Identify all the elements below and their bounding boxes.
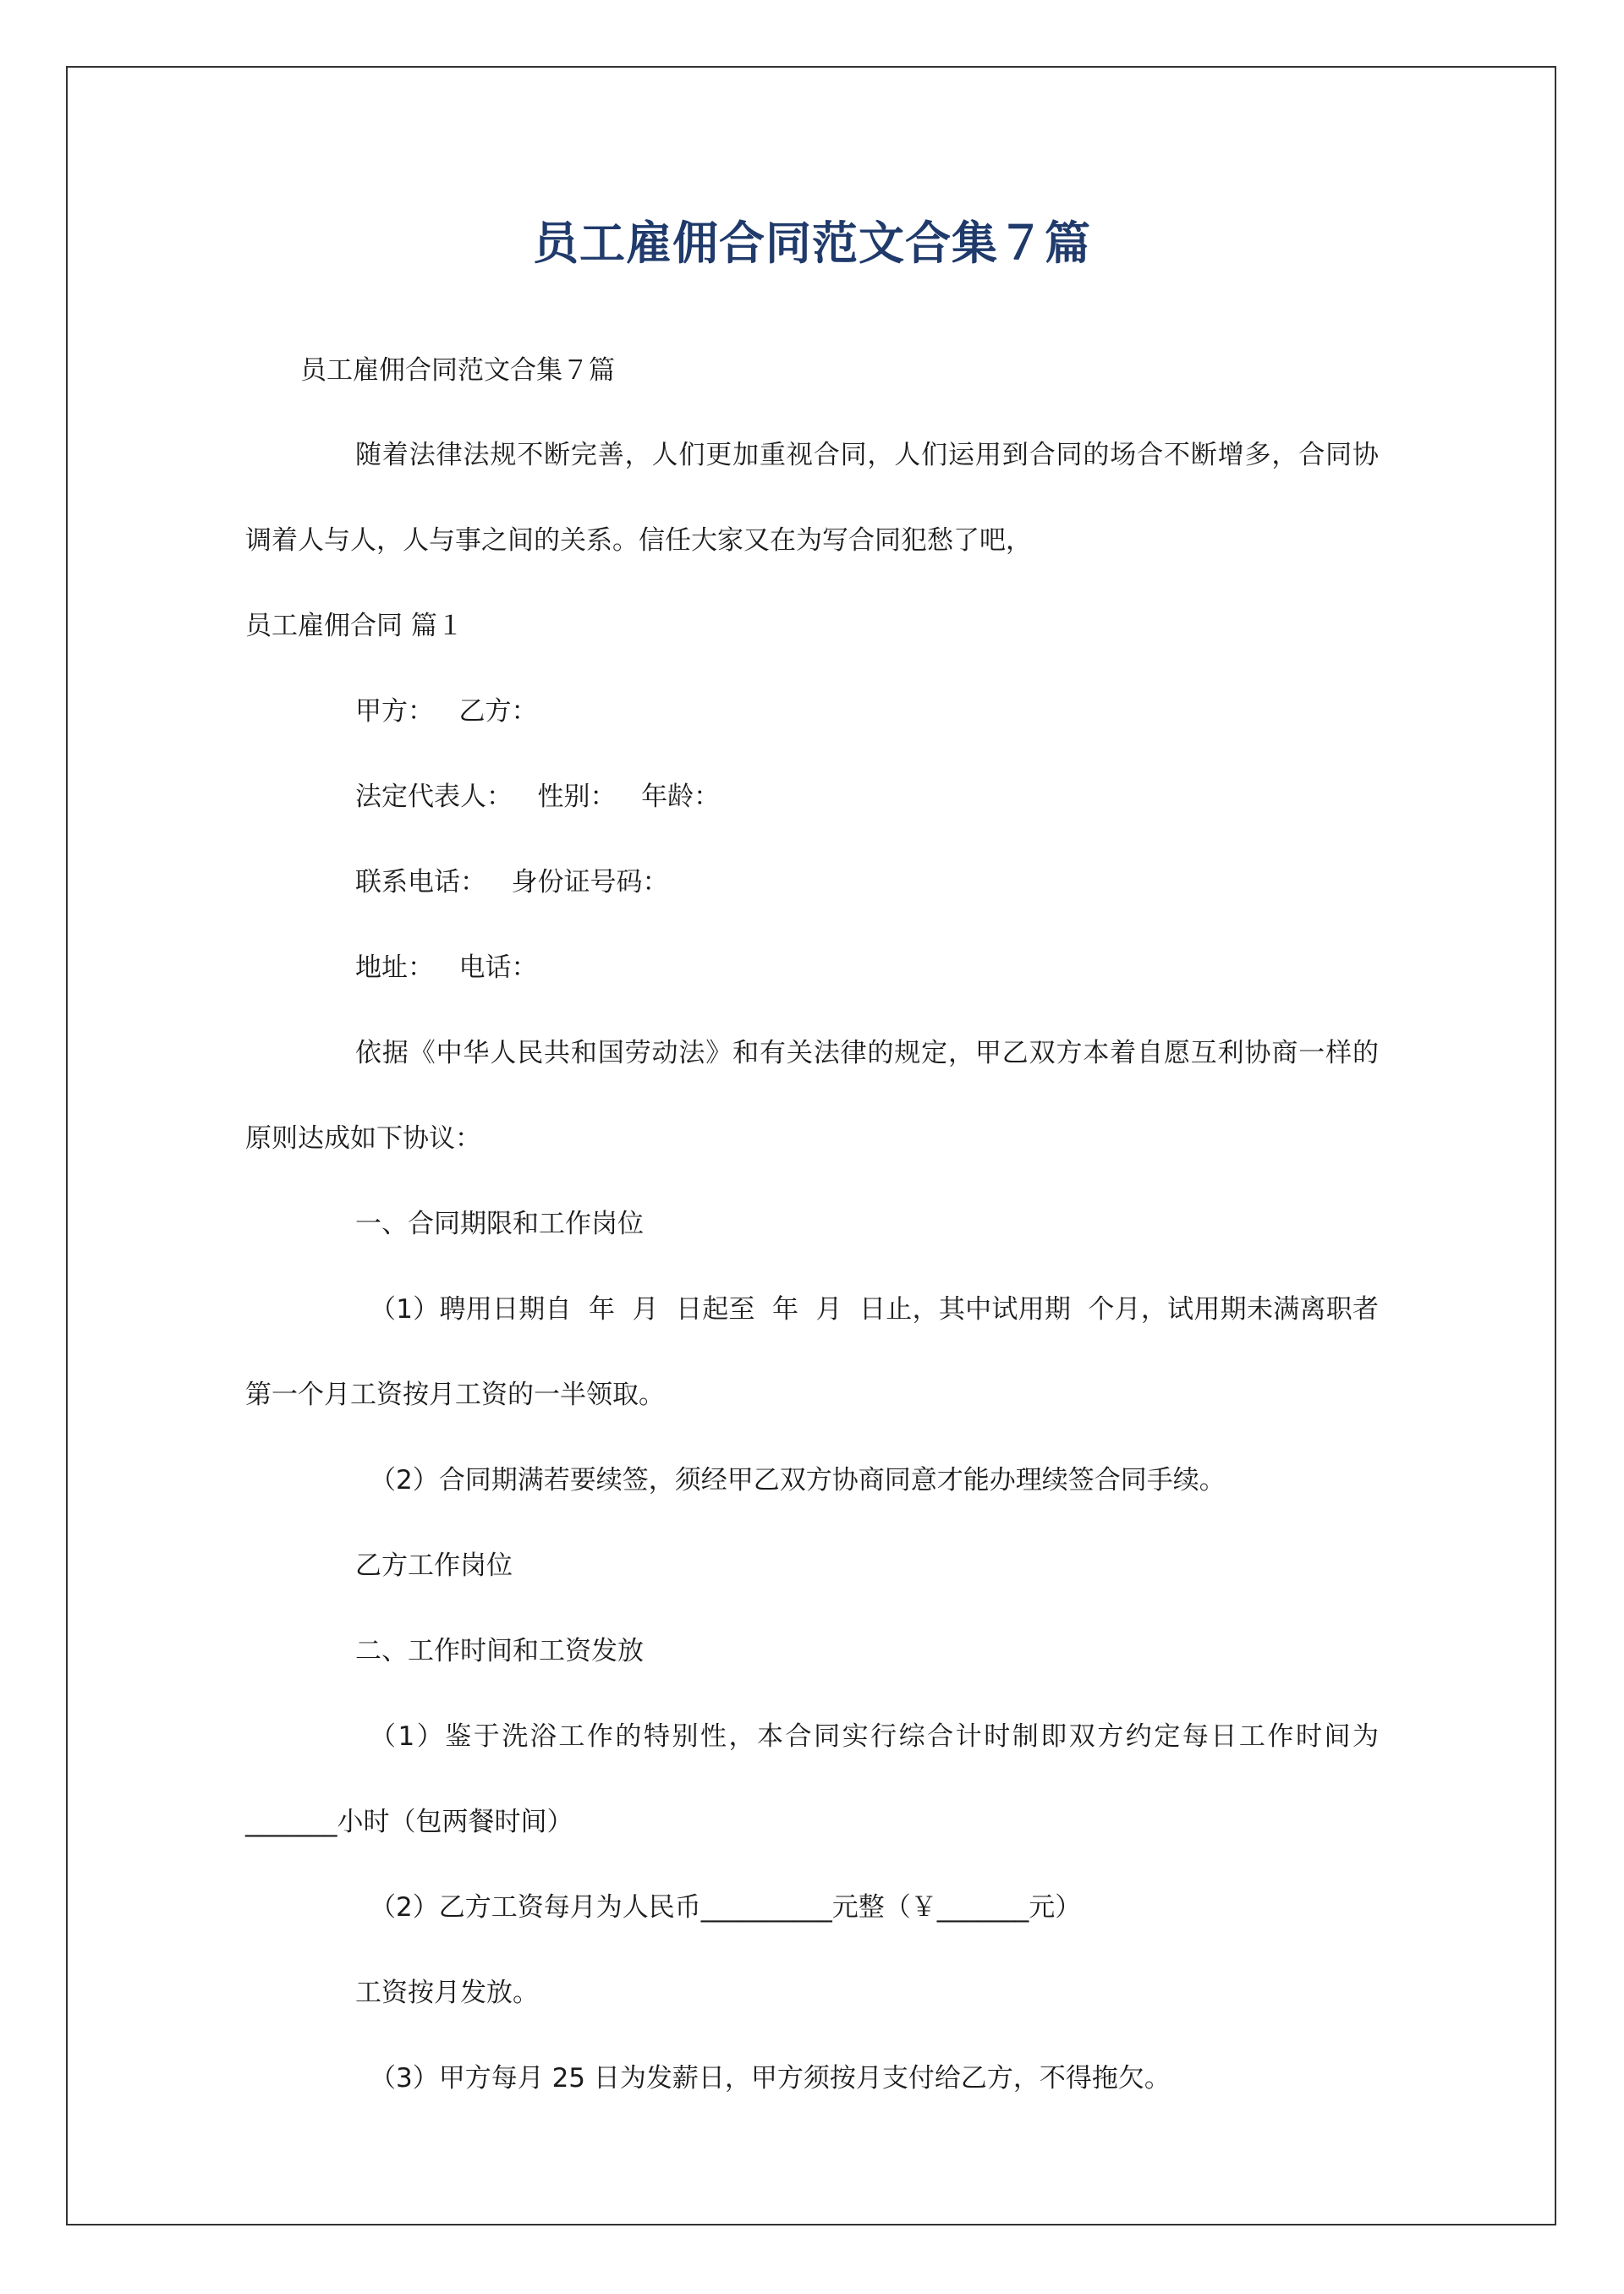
document-subtitle: 员工雇佣合同范文合集７篇 <box>300 355 615 386</box>
clause-1-item-2: （2）合同期满若要续签，须经甲乙双方协商同意才能办理续签合同手续。 <box>370 1465 1226 1495</box>
representative-line: 法定代表人： 性别： 年龄： <box>355 782 721 812</box>
clause-2-item-2: （2）乙方工资每月为人民币__________元整（￥_______元） <box>370 1892 1082 1923</box>
document-title: 员工雇佣合同范文合集７篇 <box>533 217 1091 270</box>
clause-1-item-1-line-1: （1）聘用日期自 年 月 日起至 年 月 日止，其中试用期 个月，试用期未满离职者 <box>370 1294 1379 1325</box>
basis-paragraph-line-1: 依据《中华人民共和国劳动法》和有关法律的规定，甲乙双方本着自愿互利协商一样的 <box>355 1038 1379 1068</box>
contact-line: 联系电话： 身份证号码： <box>355 867 669 897</box>
clause-2-item-3: （3）甲方每月 25 日为发薪日，甲方须按月支付给乙方，不得拖欠。 <box>370 2063 1171 2094</box>
clause-2-item-1-line-2: _______小时（包两餐时间） <box>245 1807 573 1837</box>
position-line: 乙方工作岗位 <box>355 1550 513 1581</box>
clause-2-item-1-line-1: （1）鉴于洗浴工作的特别性，本合同实行综合计时制即双方约定每日工作时间为 <box>370 1721 1379 1752</box>
basis-paragraph-line-2: 原则达成如下协议： <box>245 1123 481 1154</box>
party-line: 甲方： 乙方： <box>355 696 538 727</box>
salary-monthly-line: 工资按月发放。 <box>355 1978 539 2008</box>
intro-paragraph-line-1: 随着法律法规不断完善，人们更加重视合同，人们运用到合同的场合不断增多，合同协 <box>355 440 1379 470</box>
clause-1-heading: 一、合同期限和工作岗位 <box>355 1209 644 1239</box>
address-line: 地址： 电话： <box>355 952 538 983</box>
clause-2-heading: 二、工作时间和工资发放 <box>355 1636 644 1666</box>
intro-paragraph-line-2: 调着人与人，人与事之间的关系。信任大家又在为写合同犯愁了吧， <box>245 525 1032 556</box>
clause-1-item-1-line-2: 第一个月工资按月工资的一半领取。 <box>245 1380 665 1410</box>
section-heading-1: 员工雇佣合同 篇１ <box>245 611 464 641</box>
